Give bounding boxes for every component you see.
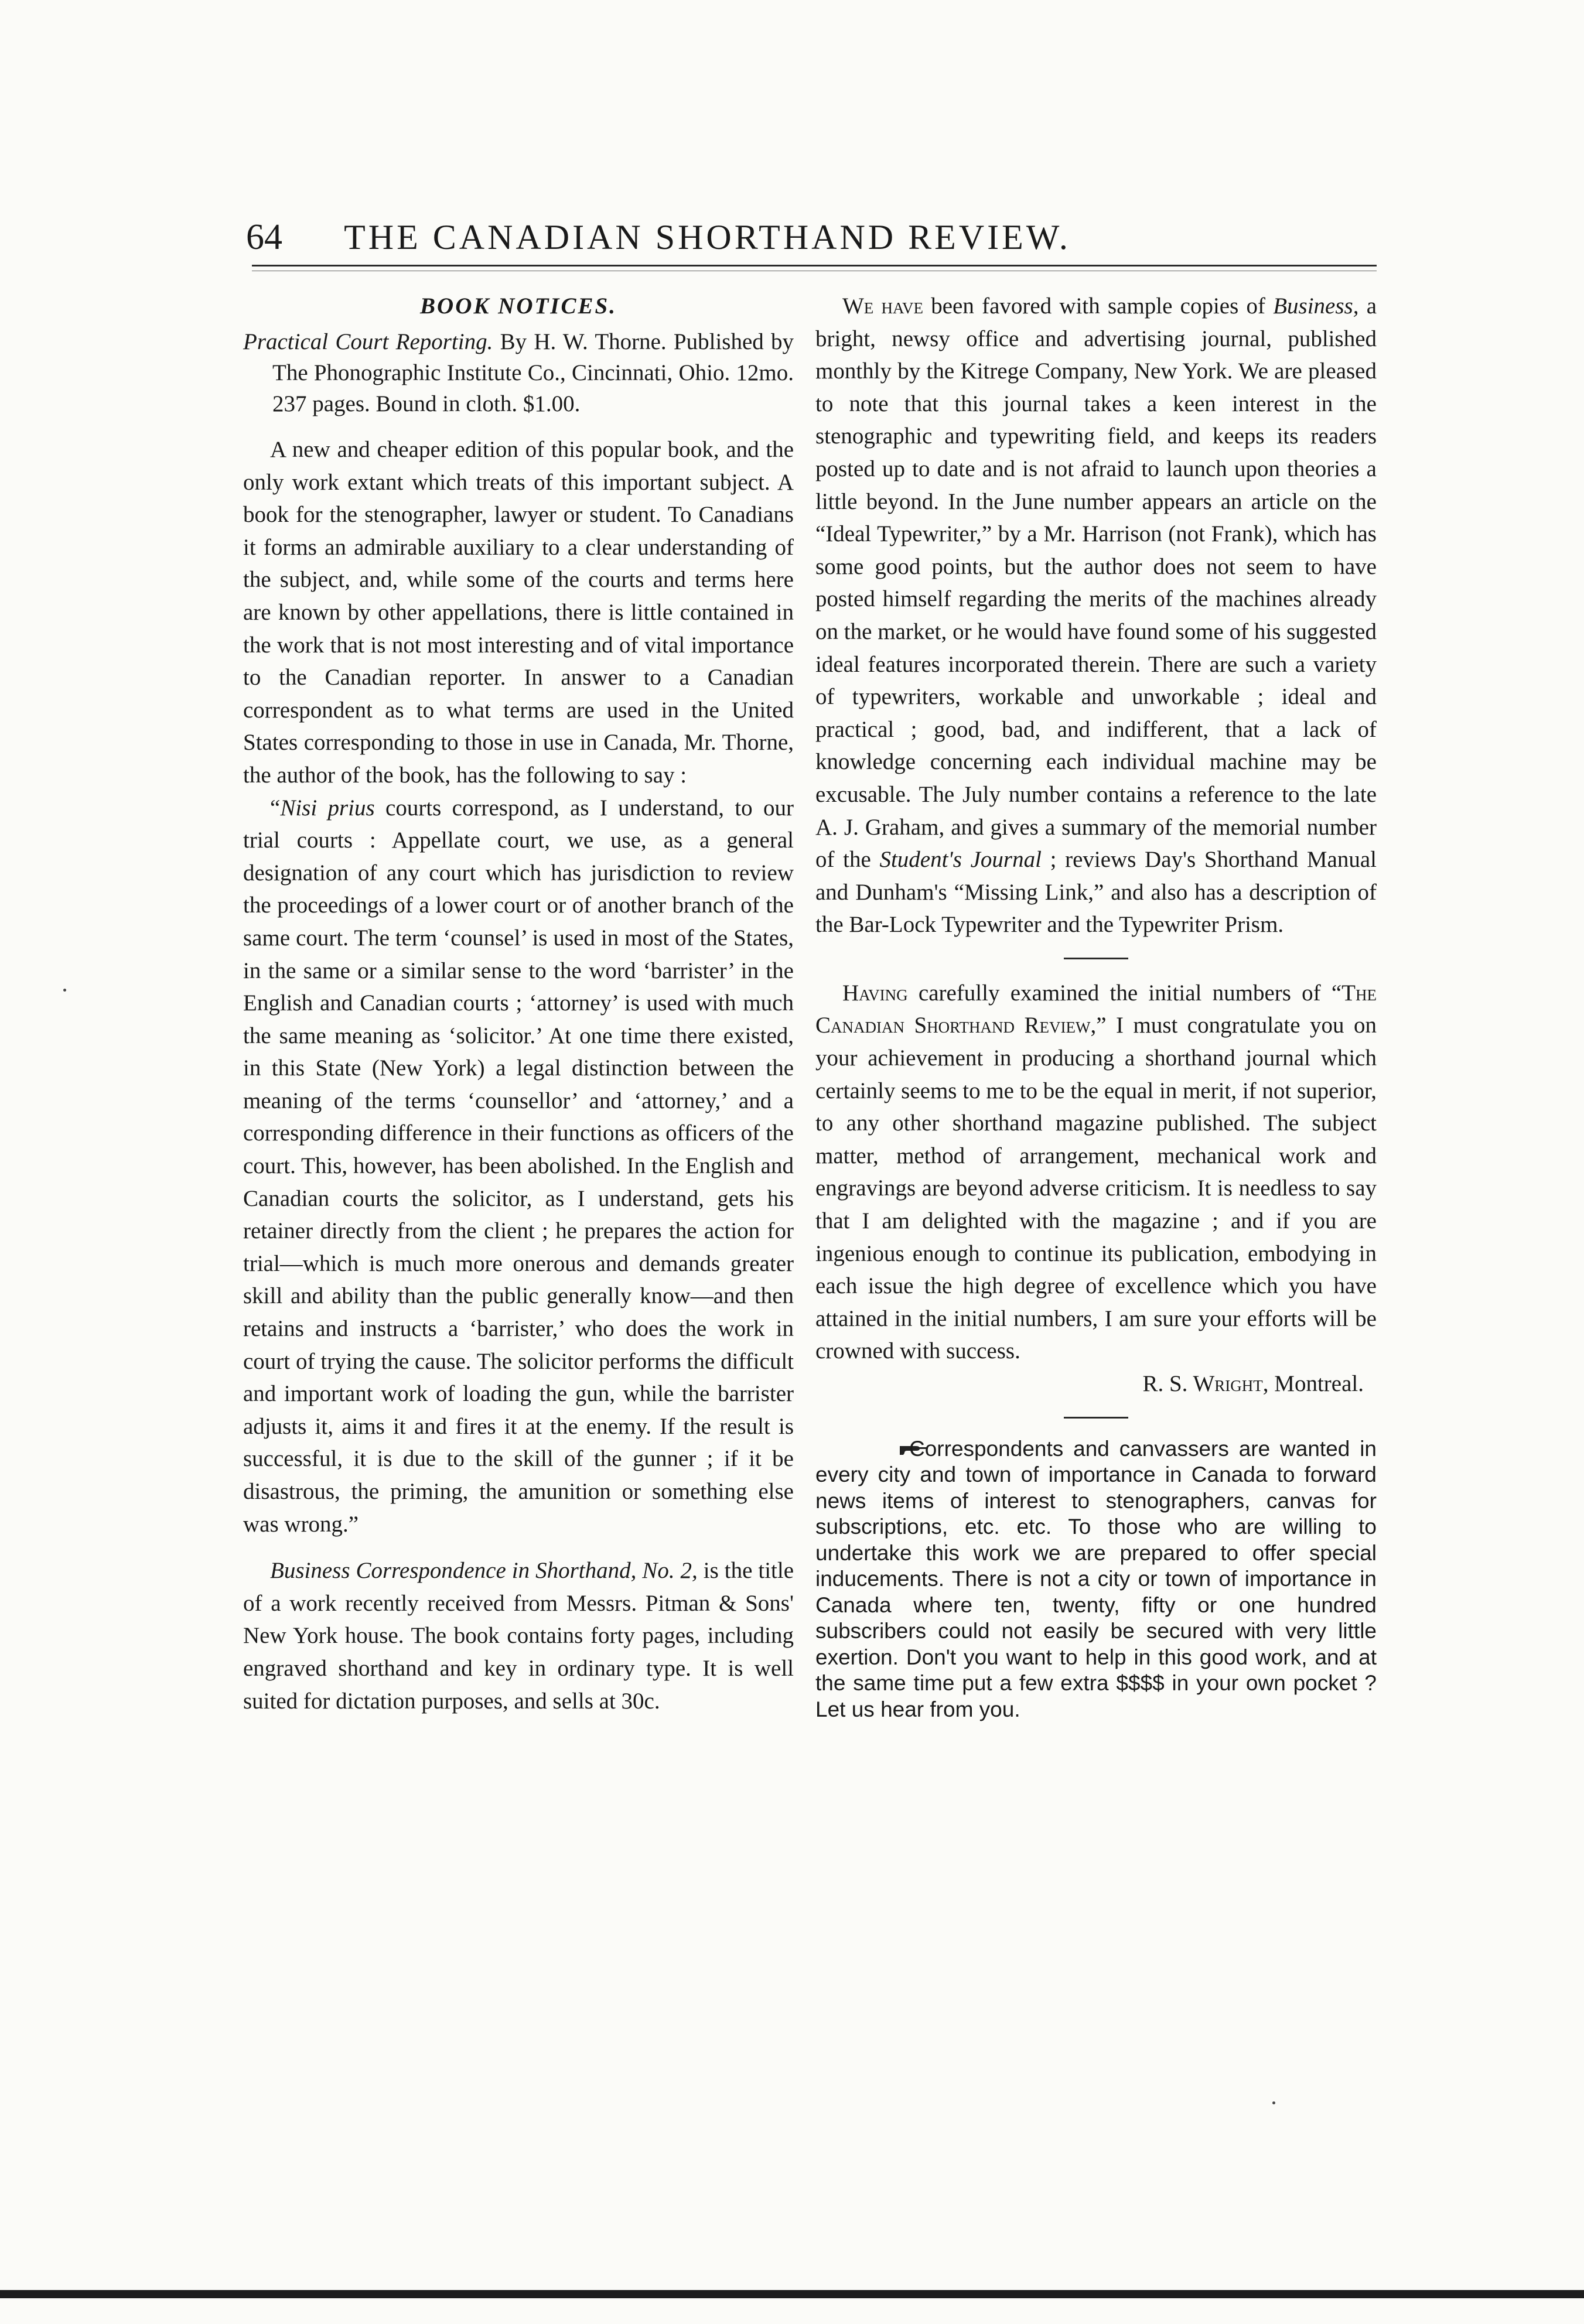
business-journal-paragraph (815, 290, 1377, 941)
scan-speck (63, 989, 66, 992)
paragraph-gap (243, 1540, 794, 1554)
quote-italic-term: Nisi prius (280, 795, 375, 821)
scan-bottom-edge (0, 2290, 1584, 2298)
page-header (246, 211, 1169, 264)
section-divider (1064, 1417, 1128, 1419)
business-journal-text-c: ; reviews Day's Shorthand Manual and Dunham's “Missing Link,” and also has a description of the Bar-Lock Typewriter and the Typewriter Prism. (815, 847, 1377, 938)
review-paragraph: A new and cheaper edition of this popular book, and the only work extant which treats of this important subject. A book for the stenographer, lawyer or student. To Canadians it forms an admirable auxiliary to a clear understanding of the subject, and, while some of the courts and terms here are known by other appellations, there is little contained in the work that is not most interesting and of vital importance to the Canadian reporter. In answer to a Canadian correspondent as to what terms are used in the United States corresponding to those in use in Canada, Mr. Thorne, the author of the book, has the following to say : (243, 437, 794, 788)
lead-words: We have (842, 293, 924, 319)
testimonial-signature (815, 1368, 1377, 1400)
pointing-hand-icon (872, 1436, 902, 1451)
business-journal-text-a: been favored with sample copies of (923, 293, 1274, 319)
business-correspondence-text: is the title of a work recently received from Messrs. Pitman & Sons' New York house. The book contains forty pages, including engraved shorthand and key in ordinary type. It is well suited for dictation purposes, and sells at 30c. (243, 1558, 794, 1714)
signature-name: R. S. Wright, (1142, 1371, 1269, 1396)
quote-open: “ (270, 795, 281, 821)
business-correspondence-title: Business Correspondence in Shorthand, No. 2, (270, 1558, 698, 1584)
book-title: Practical Court Reporting. (243, 329, 493, 354)
quote-paragraph (243, 792, 794, 1541)
header-rule (252, 265, 1377, 266)
business-journal-text-b: a bright, newsy office and advertising journal, published monthly by the Kitrege Company, New York. We are pleased to note that this journal takes a keen interest in the stenographic and typewriting field, and keeps its readers posted up to date and is not afraid to launch upon theories a little beyond. In the June number appears an article on the “Ideal Typewriter,” by a Mr. Harrison (not Frank), which has some good points, but the author does not seem to have posted himself regarding the merits of the machines already on the market, or he would have found some of his suggested ideal features incorporated therein. There are such a variety of typewriters, workable and unworkable ; ideal and practical ; good, bad, and indifferent, that a lack of knowledge concerning each individual machine may be excusable. The July number contains a reference to the late A. J. Graham, and gives a summary of the memorial number of the (815, 293, 1377, 873)
right-column (815, 290, 1377, 1723)
scan-speck (1272, 2101, 1275, 2104)
testimonial-text-b: ” I must congratulate you on your achievement in producing a shorthand journal which certainly seems to me to be the equal in merit, if not superior, to any other shorthand magazine published. The subject matter, method of arrangement, mechanical work and engravings are beyond adverse criticism. It is needless to say that I am delighted with the magazine ; and if you are ingenious enough to continue its publication, embodying in each issue the high degree of excellence which you have attained in the initial numbers, I am sure your efforts will be crowned with success. (815, 1013, 1377, 1364)
correspondents-notice (815, 1436, 1377, 1723)
signature-place: Montreal. (1268, 1371, 1364, 1396)
book-notices-heading: BOOK NOTICES. (420, 293, 617, 319)
section-divider (1064, 958, 1128, 959)
journal-title-business: Business, (1273, 293, 1359, 319)
testimonial-text-a: carefully examined the initial numbers of “ (907, 980, 1342, 1006)
book-citation-details: By H. W. Thorne. Published by The Phonographic Institute Co., Cincinnati, Ohio. 12mo. 237 pages. Bound in cloth. $1.00. (272, 329, 794, 416)
magazine-name: The Canadian Shorthand Review, (815, 980, 1377, 1038)
running-title: THE CANADIAN SHORTHAND REVIEW. (344, 218, 1071, 257)
book-citation (243, 326, 794, 419)
quote-text: courts correspond, as I understand, to our trial courts : Appellate court, we use, as a general designation of any court which has jurisdiction to review the proceedings of a lower court or of another branch of the same court. The term ‘counsel’ is used in most of the States, in the same or a similar sense to the word ‘barrister’ in the English and Canadian courts ; ‘attorney’ is used with much the same meaning as ‘solicitor.’ At one time there existed, in this State (New York) a legal distinction between the meaning of the terms ‘counsellor’ and ‘attorney,’ and a corresponding difference in their functions as officers of the court. This, however, has been abolished. In the English and Canadian courts the solicitor, as I understand, gets his retainer directly from the client ; he prepares the action for trial—which is much more onerous and demands greater skill and ability than the public generally know—and then retains and instructs a ‘barrister,’ who does the work in court of trying the cause. The solicitor performs the difficult and important work of loading the gun, while the barrister adjusts it, aims it and fires it at the enemy. If the result is successful, it is due to the skill of the gunner ; if it be disastrous, the priming, the amunition or something else was wrong.” (243, 795, 794, 1537)
business-correspondence-paragraph (243, 1554, 794, 1717)
lead-words: Having (842, 980, 908, 1006)
left-column (243, 290, 794, 1717)
notice-text: Correspondents and canvassers are wanted in every city and town of importance in Canada to forward news items of interest to stenographers, canvas for subscriptions, etc. etc. To those who are willing to undertake this work we are prepared to offer special inducements. There is not a city or town of importance in Canada where ten, twenty, fifty or one hundred subscribers could not easily be secured with very little exertion. Don't you want to help in this good work, and at the same time put a few extra $$$$ in your own pocket ? Let us hear from you. (815, 1436, 1377, 1721)
testimonial-paragraph (815, 977, 1377, 1368)
page-number: 64 (246, 217, 282, 257)
journal-title-students-journal: Student's Journal (879, 847, 1042, 873)
